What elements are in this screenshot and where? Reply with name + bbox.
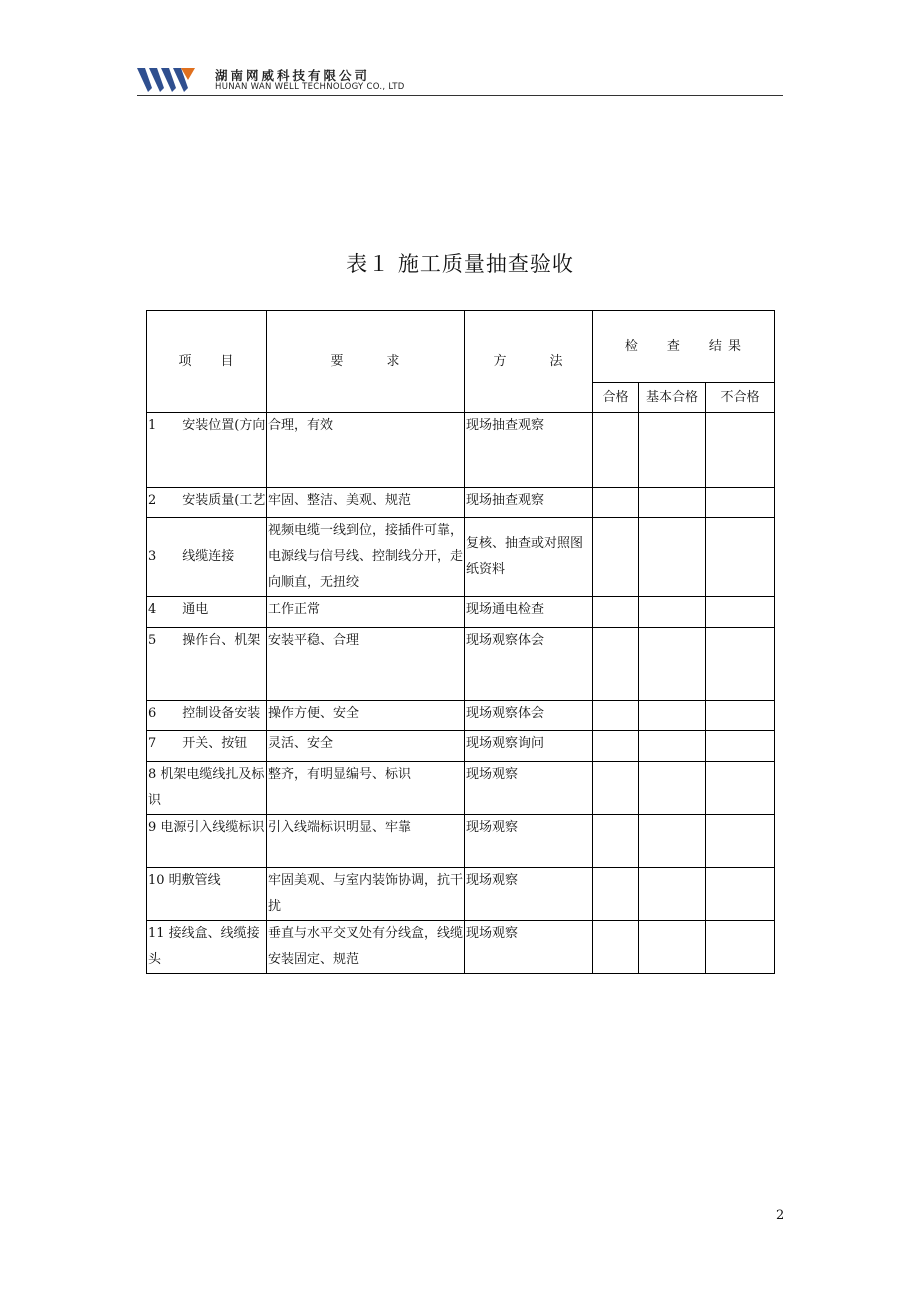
result-basic-pass-cell (639, 868, 706, 921)
row-item: 1 安装位置(方向 (147, 413, 267, 488)
header-result: 检 查 结 果 (593, 311, 775, 383)
header-basic-pass: 基本合格 (639, 383, 706, 413)
header-pass: 合格 (593, 383, 639, 413)
row-method: 现场观察询问 (465, 731, 593, 762)
table-row (147, 815, 775, 868)
row-method: 现场观察 (465, 921, 593, 974)
result-pass-cell (593, 921, 639, 974)
row-method: 现场观察体会 (465, 701, 593, 731)
row-method: 现场观察 (465, 815, 593, 868)
result-basic-pass-cell (639, 597, 706, 628)
header-method: 方 法 (465, 311, 593, 413)
result-basic-pass-cell (639, 518, 706, 597)
page-header (137, 64, 783, 98)
table-header-row (147, 311, 775, 383)
row-requirement: 牢固美观、与室内装饰协调，抗干扰 (267, 868, 465, 921)
row-method: 复核、抽查或对照图纸资料 (465, 518, 593, 597)
row-requirement: 操作方便、安全 (267, 701, 465, 731)
result-fail-cell (706, 815, 775, 868)
result-fail-cell (706, 868, 775, 921)
row-item: 7 开关、按钮 (147, 731, 267, 762)
result-pass-cell (593, 731, 639, 762)
row-requirement: 灵活、安全 (267, 731, 465, 762)
result-fail-cell (706, 628, 775, 701)
row-method: 现场抽查观察 (465, 488, 593, 518)
result-basic-pass-cell (639, 628, 706, 701)
result-fail-cell (706, 488, 775, 518)
row-requirement: 安装平稳、合理 (267, 628, 465, 701)
row-method: 现场通电检查 (465, 597, 593, 628)
result-basic-pass-cell (639, 413, 706, 488)
header-fail: 不合格 (706, 383, 775, 413)
row-item: 9 电源引入线缆标识 (147, 815, 267, 868)
table-row (147, 762, 775, 815)
result-pass-cell (593, 701, 639, 731)
table-row (147, 701, 775, 731)
row-requirement: 牢固、整洁、美观、规范 (267, 488, 465, 518)
result-pass-cell (593, 762, 639, 815)
table-row (147, 868, 775, 921)
row-method: 现场观察体会 (465, 628, 593, 701)
table-row (147, 921, 775, 974)
header-item: 项 目 (147, 311, 267, 413)
result-pass-cell (593, 488, 639, 518)
row-requirement: 引入线端标识明显、牢靠 (267, 815, 465, 868)
result-fail-cell (706, 701, 775, 731)
row-requirement: 工作正常 (267, 597, 465, 628)
result-pass-cell (593, 597, 639, 628)
result-fail-cell (706, 413, 775, 488)
document-title: 表１ 施工质量抽查验收 (346, 252, 574, 276)
result-pass-cell (593, 518, 639, 597)
company-name-en: HUNAN WAN WELL TECHNOLOGY CO., LTD (215, 82, 405, 92)
result-fail-cell (706, 518, 775, 597)
result-fail-cell (706, 921, 775, 974)
row-method: 现场抽查观察 (465, 413, 593, 488)
result-pass-cell (593, 868, 639, 921)
row-requirement: 视频电缆一线到位，接插件可靠，电源线与信号线、控制线分开，走向顺直，无扭绞 (267, 518, 465, 597)
row-requirement: 合理，有效 (267, 413, 465, 488)
row-item: 4 通电 (147, 597, 267, 628)
result-fail-cell (706, 731, 775, 762)
header-divider (137, 95, 783, 96)
result-basic-pass-cell (639, 488, 706, 518)
row-item: 5 操作台、机架 (147, 628, 267, 701)
result-basic-pass-cell (639, 921, 706, 974)
result-fail-cell (706, 597, 775, 628)
page-number: 2 (776, 1208, 785, 1223)
table-row (147, 628, 775, 701)
result-basic-pass-cell (639, 731, 706, 762)
quality-inspection-table (146, 310, 775, 974)
table-row (147, 488, 775, 518)
table-row (147, 597, 775, 628)
row-method: 现场观察 (465, 868, 593, 921)
row-item: 6 控制设备安装 (147, 701, 267, 731)
row-requirement: 垂直与水平交叉处有分线盒，线缆安装固定、规范 (267, 921, 465, 974)
table-row (147, 413, 775, 488)
row-method: 现场观察 (465, 762, 593, 815)
company-name-cn: 湖南网威科技有限公司 (215, 68, 371, 83)
table-row (147, 518, 775, 597)
row-requirement: 整齐，有明显编号、标识 (267, 762, 465, 815)
result-fail-cell (706, 762, 775, 815)
result-pass-cell (593, 628, 639, 701)
row-item: 3 线缆连接 (147, 518, 267, 597)
table-row (147, 731, 775, 762)
result-basic-pass-cell (639, 815, 706, 868)
row-item: 8 机架电缆线扎及标识 (147, 762, 267, 815)
company-logo-icon (137, 66, 195, 94)
header-requirement: 要 求 (267, 311, 465, 413)
result-pass-cell (593, 815, 639, 868)
row-item: 10 明敷管线 (147, 868, 267, 921)
result-basic-pass-cell (639, 701, 706, 731)
row-item: 11 接线盒、线缆接头 (147, 921, 267, 974)
result-pass-cell (593, 413, 639, 488)
result-basic-pass-cell (639, 762, 706, 815)
row-item: 2 安装质量(工艺 (147, 488, 267, 518)
